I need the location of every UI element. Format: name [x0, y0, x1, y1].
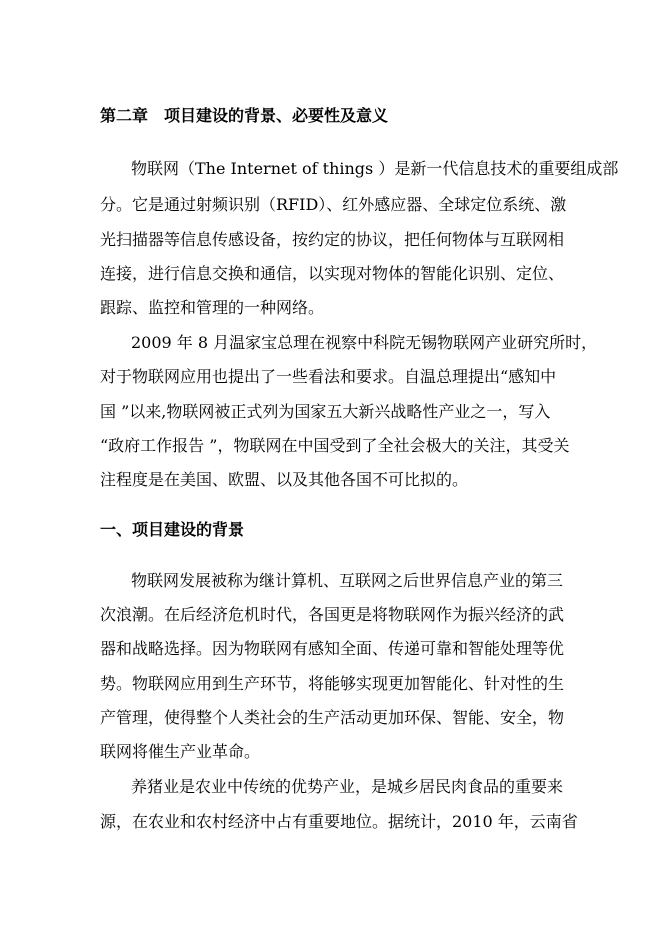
- section-title: 一、项目建设的背景: [100, 520, 245, 539]
- section1-p2-line-2: 源，在农业和农村经济中占有重要地位。据统计，2010 年，云南省: [100, 812, 578, 831]
- intro-p2-line-5: 注程度是在美国、欧盟、以及其他各国不可比拟的。: [100, 470, 469, 489]
- intro-p2-line-1: 2009 年 8 月温家宝总理在视察中科院无锡物联网产业研究所时，: [131, 333, 598, 352]
- intro-p1-line-4: 连接，进行信息交换和通信，以实现对物体的智能化识别、定位、: [100, 264, 565, 283]
- section1-p1-line-1: 物联网发展被称为继计算机、互联网之后世界信息产业的第三: [131, 571, 564, 590]
- intro-p2-line-3: 国 ”以来,物联网被正式列为国家五大新兴战略性产业之一，写入: [100, 402, 551, 421]
- section1-p1-line-3: 器和战略选择。因为物联网有感知全面、传递可靠和智能处理等优: [100, 639, 565, 658]
- chapter-title-text: 项目建设的背景、必要性及意义: [164, 106, 389, 125]
- chapter-title: [100, 104, 388, 128]
- intro-p2-line-2: 对于物联网应用也提出了一些看法和要求。自温总理提出“感知中: [100, 367, 557, 386]
- intro-p1-line-2: 分。它是通过射频识别（RFID）、红外感应器、全球定位系统、激: [100, 195, 567, 214]
- intro-p1-line-5: 跟踪、监控和管理的一种网络。: [100, 298, 325, 317]
- intro-p2-line-4: “政府工作报告 ”，物联网在中国受到了全社会极大的关注，其受关: [100, 436, 570, 455]
- section1-p1-line-2: 次浪潮。在后经济危机时代，各国更是将物联网作为振兴经济的武: [100, 605, 565, 624]
- section1-p1-line-6: 联网将催生产业革命。: [100, 742, 261, 761]
- section1-p1-line-5: 产管理，使得整个人类社会的生产活动更加环保、智能、安全，物: [100, 708, 565, 727]
- section1-p1-line-4: 势。物联网应用到生产环节，将能够实现更加智能化、针对性的生: [100, 674, 565, 693]
- intro-p1-line-3: 光扫描器等信息传感设备，按约定的协议，把任何物体与互联网相: [100, 230, 565, 249]
- intro-p1-line-1: 物联网（The Internet of things ）是新一代信息技术的重要组成部: [131, 159, 619, 178]
- chapter-label: 第二章: [100, 106, 149, 125]
- section1-p2-line-1: 养猪业是农业中传统的优势产业，是城乡居民肉食品的重要来: [131, 777, 564, 796]
